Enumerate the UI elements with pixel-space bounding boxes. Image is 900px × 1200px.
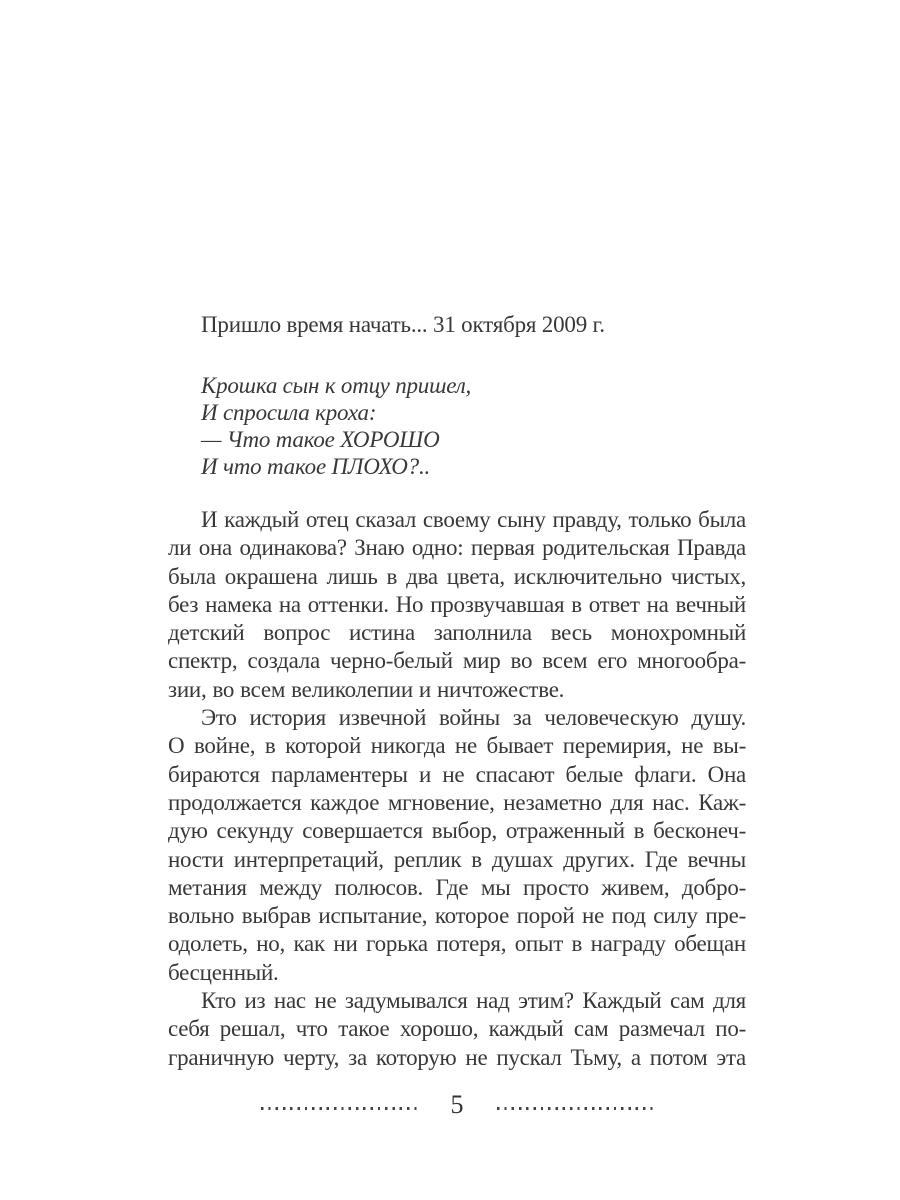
page-footer [168,1086,746,1120]
text-line: детский вопрос истина заполнила весь монохромный [168,620,746,646]
page-number: 5 [450,1090,464,1119]
text-line: И каждый отец сказал своему сыну правду, только была [201,507,746,532]
dotted-leader-left [261,1107,418,1110]
text-line: продолжается каждое мгновение, незаметно для нас. Каж- [168,789,746,815]
text-line: вольно выбрав испытание, которое порой не под силу пре- [168,903,746,929]
body-text [168,506,746,1072]
text-line: одолеть, но, как ни горька потеря, опыт в награду обещан [168,931,746,957]
text-column [168,311,746,1072]
dotted-leader-right [497,1107,654,1110]
epigraph [168,372,746,480]
text-line: О войне, в которой никогда не бывает перемирия, не вы- [168,733,746,759]
text-line: без намека на оттенки. Но прозвучавшая в ответ на вечный [168,591,746,617]
text-line: ли она одинакова? Знаю одно: первая родительская Правда [168,535,746,561]
text-line: ности интерпретаций, реплик в душах других. Где вечны [168,846,746,872]
text-line: метания между полюсов. Где мы просто живем, добро- [168,874,746,900]
paragraph [168,506,746,704]
paragraph [168,987,746,1072]
epigraph-line: Крошка сын к отцу пришел, [201,373,472,398]
paragraph [168,704,746,987]
text-line: Кто из нас не задумывался над этим? Каждый сам для [201,988,746,1014]
text-line: бираются парламентеры и не спасают белые флаги. Она [168,761,746,787]
text-line: была окрашена лишь в два цвета, исключительно чистых, [168,563,746,589]
epigraph-line: — Что такое ХОРОШО [201,427,440,452]
epigraph-line: И спросила кроха: [201,400,377,425]
text-line: спектр, создала черно-белый мир во всем его многообра- [168,648,746,674]
epigraph-line: И что такое ПЛОХО?.. [201,454,431,479]
text-line: дую секунду совершается выбор, отраженный в бесконеч- [168,818,746,844]
date-line: Пришло время начать... 31 октября 2009 г. [201,312,605,337]
text-line: себя решал, что такое хорошо, каждый сам размечал по- [168,1016,746,1042]
text-line: Это история извечной войны за человеческую душу. [201,705,746,731]
text-line: зии, во всем великолепии и ничтожестве. [168,676,565,702]
text-line: граничную черту, за которую не пускал Тьму, а потом эта [168,1044,746,1070]
text-line: бесценный. [168,959,279,985]
